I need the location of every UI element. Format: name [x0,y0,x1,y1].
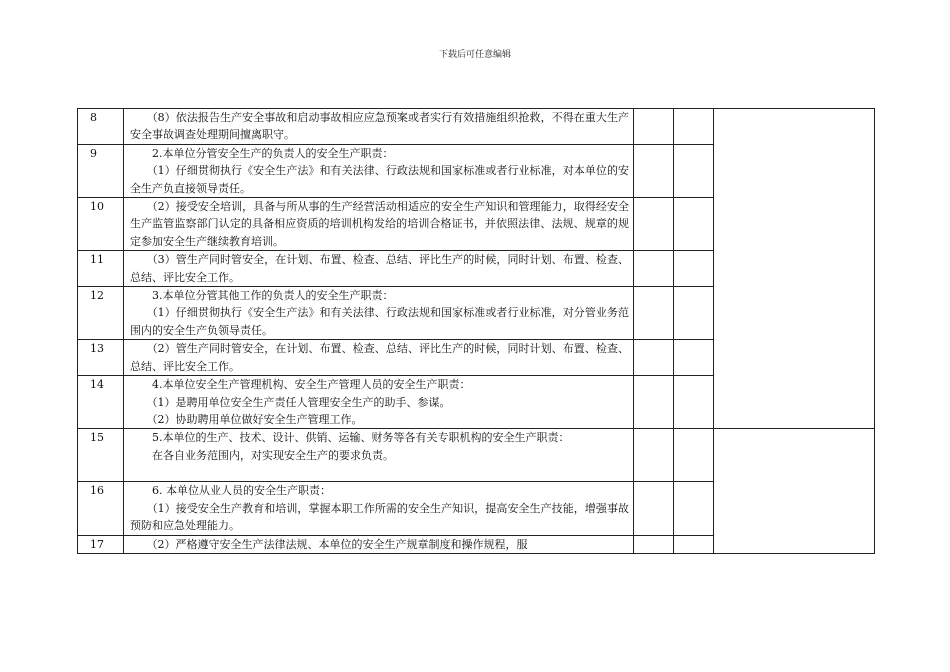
item-content: 2.本单位分管安全生产的负责人的安全生产职责： （1）仔细贯彻执行《安全生产法》和有关法律、行政法规和国家标准或者行业标准，对本单位的安全生产负直接领导责任。 [124,144,634,197]
remarks-cell [714,429,875,554]
item-number: 15 [78,429,124,482]
check-cell [674,482,714,535]
check-cell [674,251,714,287]
checklist-table [77,108,875,554]
item-number: 16 [78,482,124,535]
check-cell [634,429,674,482]
item-content: （2）管生产同时管安全，在计划、布置、检查、总结、评比生产的时候，同时计划、布置、检查、总结、评比安全工作。 [124,340,634,376]
item-content: （2）严格遵守安全生产法律法规、本单位的安全生产规章制度和操作规程，服 [124,535,634,553]
check-cell [674,535,714,553]
check-cell [674,340,714,376]
item-number: 13 [78,340,124,376]
check-cell [634,535,674,553]
check-cell [674,144,714,197]
item-content: 5.本单位的生产、技术、设计、供销、运输、财务等各有关专职机构的安全生产职责： 在各自业务范围内，对实现安全生产的要求负责。 [124,429,634,482]
item-number: 10 [78,198,124,251]
table-row [78,109,875,145]
check-cell [634,198,674,251]
remarks-cell [714,109,875,429]
item-number: 11 [78,251,124,287]
item-number: 8 [78,109,124,145]
check-cell [674,376,714,429]
check-cell [674,287,714,340]
check-cell [634,287,674,340]
item-content: （8）依法报告生产安全事故和启动事故相应应急预案或者实行有效措施组织抢救，不得在重大生产安全事故调查处理期间擅离职守。 [124,109,634,145]
item-number: 14 [78,376,124,429]
item-number: 9 [78,144,124,197]
check-cell [634,251,674,287]
check-cell [634,482,674,535]
check-cell [674,429,714,482]
check-cell [634,340,674,376]
table-row [78,429,875,482]
item-content: （2）接受安全培训，具备与所从事的生产经营活动相适应的安全生产知识和管理能力，取得经安全生产监管监察部门认定的具备相应资质的培训机构发给的培训合格证书，并依照法律、法规、规章的规定参加安全生产继续教育培训。 [124,198,634,251]
check-cell [634,376,674,429]
page-header: 下载后可任意编辑 [438,50,511,60]
check-cell [674,198,714,251]
item-content: 3.本单位分管其他工作的负责人的安全生产职责： （1）仔细贯彻执行《安全生产法》和有关法律、行政法规和国家标准或者行业标准，对分管业务范围内的安全生产负领导责任。 [124,287,634,340]
item-content: （3）管生产同时管安全，在计划、布置、检查、总结、评比生产的时候，同时计划、布置、检查、总结、评比安全工作。 [124,251,634,287]
item-number: 17 [78,535,124,553]
item-number: 12 [78,287,124,340]
item-content: 6. 本单位从业人员的安全生产职责： （1）接受安全生产教育和培训，掌握本职工作所需的安全生产知识，提高安全生产技能，增强事故预防和应急处理能力。 [124,482,634,535]
check-cell [634,109,674,145]
check-cell [674,109,714,145]
check-cell [634,144,674,197]
item-content: 4.本单位安全生产管理机构、安全生产管理人员的安全生产职责： （1）是聘用单位安全生产责任人管理安全生产的助手、参谋。 （2）协助聘用单位做好安全生产管理工作。 [124,376,634,429]
